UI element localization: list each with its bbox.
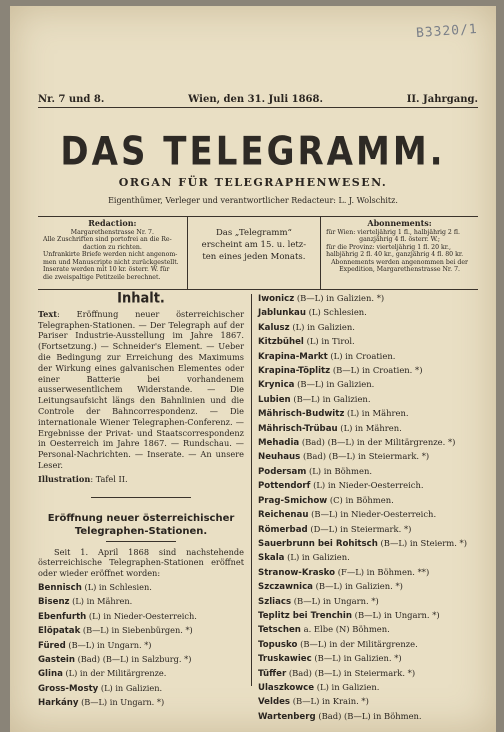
station-name: Krynica — [258, 380, 295, 391]
redaction-line: men und Manuscripte nicht zurückgestellt. — [43, 258, 179, 266]
station-entry — [258, 350, 488, 364]
station-entry — [258, 364, 488, 378]
abonnements-line: Abonnements werden angenommen bei der — [331, 258, 469, 266]
station-name: Tetschen — [258, 625, 301, 636]
station-entry — [258, 494, 488, 508]
station-entry — [38, 639, 244, 653]
station-detail: (B—L) in Steierm. *) — [380, 537, 467, 548]
station-name: Tüffer — [258, 668, 287, 679]
redaction-box — [38, 217, 188, 289]
station-name: Römerbad — [258, 524, 308, 535]
station-name: Gastein — [38, 654, 75, 665]
station-detail: (B—L) in Nieder-Oesterreich. — [311, 509, 437, 520]
station-detail: (Bad) (B—L) in Salzburg. *) — [77, 653, 192, 664]
station-name: Reichenau — [258, 510, 309, 521]
illustration-text: : Tafel II. — [90, 473, 128, 484]
schedule-line: ten eines jeden Monats. — [202, 252, 306, 262]
station-name: Stranow-Krasko — [258, 567, 336, 578]
station-detail: (L) in Mähren. — [340, 422, 402, 433]
station-detail: (F—L) in Böhmen. **) — [337, 566, 430, 577]
masthead-subtitle: ORGAN FÜR TELEGRAPHENWESEN. — [118, 176, 388, 189]
station-detail: (Bad) (B—L) in der Militärgrenze. *) — [301, 437, 456, 448]
station-name: Mährisch-Budwitz — [258, 409, 345, 420]
station-name: Wartenberg — [258, 711, 316, 722]
station-entry — [258, 566, 488, 580]
station-entry — [258, 580, 488, 594]
station-entry — [38, 595, 244, 609]
station-entry — [258, 681, 488, 695]
station-entry — [38, 696, 244, 710]
station-detail: (C) in Böhmen. — [329, 494, 394, 505]
station-detail: (L) in Mähren. — [72, 596, 133, 607]
station-name: Teplitz bei Trenchin — [258, 610, 352, 621]
station-name: Neuhaus — [258, 452, 301, 463]
station-entry — [258, 407, 488, 421]
station-name: Ebenfurth — [38, 611, 87, 622]
station-name: Sauerbrunn bei Rohitsch — [258, 538, 378, 549]
station-entry — [258, 378, 488, 392]
station-entry — [38, 682, 244, 696]
station-detail: (B—L) in Galizien. — [297, 379, 375, 390]
station-list-right — [258, 292, 488, 724]
masthead-title: DAS TELEGRAMM. — [60, 129, 446, 175]
issue-header — [38, 94, 478, 105]
accession-mark: B3320/1 — [415, 21, 479, 42]
station-detail: (B—L) in Galizien. — [293, 393, 371, 404]
station-detail: (L) in Galizien. — [287, 552, 350, 563]
station-entry — [258, 465, 488, 479]
info-box — [38, 216, 478, 290]
station-detail: (L) in Galizien. — [100, 682, 163, 693]
station-entry — [258, 595, 488, 609]
station-entry — [258, 623, 488, 637]
issue-date: Wien, den 31. Juli 1868. — [188, 94, 323, 105]
station-detail: (B—L) in Ungarn. *) — [293, 595, 379, 606]
station-name: Bisenz — [38, 597, 70, 608]
right-column — [258, 292, 488, 724]
station-name: Szliacs — [258, 596, 292, 607]
station-name: Mehadia — [258, 438, 300, 449]
redaction-address: Margarethenstrasse Nr. 7. — [70, 228, 154, 236]
station-name: Harkány — [38, 698, 79, 709]
station-detail: (B—L) in Galizien. *) — [315, 581, 403, 592]
station-detail: (B—L) in Ungarn. *) — [68, 639, 152, 650]
station-entry — [258, 695, 488, 709]
station-detail: (Bad) (B—L) in Steiermark. *) — [302, 451, 430, 462]
station-name: Lubien — [258, 394, 291, 405]
toc-text: : Eröffnung neuer österreichischer Telegraphen-Stationen. — Der Telegraph auf der Pariser Industrie-Ausstellung im Jahre 1867. (Fortsetzung.) — Schneider's Element. — Ueber die Bedingung zur Erreichung des Maximums der Wirkung eines galvanischen Elementes oder einer Batterie bei vorhandenem ausserwesentlichem Widerstande. — Die Leitungsaufsicht längs den Bahnlinien und die Controle der Bahncorrespondenz. — Die internationale Wiener Telegraphen-Conferenz. — Ergebnisse der Privat- und Staatscorrespondenz in Oesterreich im Jahre 1867. — Rundschau. — Personal-Nachrichten. — Inserate. — An unsere Leser. — [38, 308, 244, 470]
station-name: Iwonicz — [258, 294, 295, 304]
station-detail: (L) in Mähren. — [347, 408, 409, 419]
redaction-line: die zweispaltige Petitzeile berechnet. — [43, 273, 161, 281]
station-name: Krapina-Markt — [258, 351, 328, 362]
inhalt-heading: Inhalt. — [117, 290, 165, 307]
station-name: Elöpatak — [38, 626, 81, 637]
section-divider — [91, 497, 191, 498]
station-name: Truskawiec — [258, 654, 312, 665]
table-of-contents — [38, 309, 244, 471]
redaction-line: Alle Zuschriften sind portofrei an die Re- — [43, 236, 172, 243]
station-detail: (L) Schlesien. — [308, 307, 367, 318]
station-detail: (L) in Nieder-Oesterreich. — [313, 480, 424, 491]
redaction-line: daction zu richten. — [82, 243, 142, 251]
station-detail: (B—L) in Krain. *) — [292, 696, 369, 707]
station-name: Szczawnica — [258, 582, 313, 593]
station-entry — [258, 523, 488, 537]
station-entry — [258, 306, 488, 320]
station-detail: (B—L) in Galizien. *) — [296, 293, 385, 303]
station-detail: (L) in Böhmen. — [308, 465, 373, 476]
station-name: Bennisch — [38, 582, 82, 593]
station-name: Gross-Mosty — [38, 683, 99, 694]
station-detail: (L) in Tirol. — [306, 336, 355, 347]
station-name: Prag-Smichow — [258, 495, 328, 506]
redaction-heading: Redaction: — [88, 218, 137, 228]
station-entry — [258, 450, 488, 464]
schedule-line: Das „Telegramm“ — [215, 228, 292, 238]
station-detail: (L) in Schlesien. — [84, 581, 152, 592]
station-detail: (B—L) in Siebenbürgen. *) — [82, 625, 193, 636]
station-name: Skala — [258, 553, 285, 564]
abonnements-line: für die Provinz: vierteljährig 1 fl. 20 kr., — [326, 243, 451, 251]
article-intro: Seit 1. April 1868 sind nachstehende österreichische Telegraphen-Stationen eröffnet oder wieder eröffnet worden: — [38, 546, 244, 579]
station-name: Kalusz — [258, 322, 290, 333]
abonnements-heading: Abonnements: — [367, 218, 432, 228]
station-entry — [258, 710, 488, 724]
owner-line: Eigenthümer, Verleger und verantwortlicher Redacteur: L. J. Wolschitz. — [108, 196, 398, 205]
station-detail: (B—L) in Ungarn. *) — [354, 609, 440, 620]
station-name: Topusko — [258, 639, 298, 650]
station-entry — [38, 581, 244, 595]
illustration-label: Illustration — [38, 473, 91, 484]
schedule-line: erscheint am 15. u. letz- — [201, 240, 307, 250]
abonnements-line: für Wien: vierteljährig 1 fl., halbjährig 2 fl. — [326, 228, 460, 236]
abonnements-line: ganzjährig 4 fl. österr. W.; — [359, 236, 440, 243]
station-detail: (L) in Galizien. — [316, 681, 380, 692]
station-detail: (L) in Galizien. — [292, 321, 355, 332]
station-name: Füred — [38, 640, 66, 651]
station-entry — [38, 610, 244, 624]
station-entry — [258, 335, 488, 349]
abonnements-box — [321, 217, 478, 289]
station-detail: (L) in Croatien. — [330, 350, 396, 361]
station-entry — [258, 609, 488, 623]
volume-year: II. Jahrgang. — [406, 94, 478, 105]
article-heading — [38, 512, 244, 538]
article-rule — [106, 541, 176, 542]
station-entry — [258, 321, 488, 335]
station-detail: (B—L) in Galizien. *) — [314, 653, 402, 664]
station-detail: (Bad) (B—L) in Steiermark. *) — [288, 667, 416, 678]
abonnements-line: Expedition, Margarethenstrasse Nr. 7. — [339, 266, 460, 273]
station-entry — [258, 652, 488, 666]
station-name: Ulaszkowce — [258, 682, 315, 693]
column-divider — [251, 294, 252, 686]
station-detail: (Bad) (B—L) in Böhmen. — [318, 710, 422, 721]
station-entry — [258, 393, 488, 407]
redaction-line: Inserate werden mit 10 kr. österr. W. für — [43, 266, 170, 273]
station-name: Mährisch-Trübau — [258, 423, 338, 434]
station-entry — [38, 653, 244, 667]
article-heading-line: Telegraphen-Stationen. — [74, 525, 208, 537]
newspaper-page — [10, 6, 496, 732]
station-name: Kitzbühel — [258, 337, 304, 348]
station-detail: (B—L) in Croatien. *) — [332, 365, 423, 376]
station-entry — [38, 624, 244, 638]
left-column — [38, 290, 244, 711]
station-entry — [258, 479, 488, 493]
station-name: Krapina-Töplitz — [258, 366, 331, 377]
header-rule — [38, 107, 478, 108]
station-name: Jablunkau — [258, 308, 306, 319]
issue-number: Nr. 7 und 8. — [38, 94, 105, 105]
station-name: Glina — [38, 669, 63, 680]
abonnements-line: halbjährig 2 fl. 40 kr., ganzjährig 4 fl. 80 kr. — [326, 251, 464, 258]
illustration-note — [38, 474, 244, 485]
station-detail: (L) in Nieder-Oesterreich. — [88, 610, 197, 621]
station-entry — [258, 551, 488, 565]
station-entry — [38, 667, 244, 681]
station-entry — [258, 292, 488, 306]
station-detail: (B—L) in Ungarn. *) — [81, 697, 165, 708]
schedule-box — [188, 217, 321, 289]
station-entry — [258, 638, 488, 652]
redaction-line: Unfrankirte Briefe werden nicht angenom- — [43, 251, 178, 258]
station-detail: (D—L) in Steiermark. *) — [310, 523, 412, 534]
toc-text-label: Text — [38, 308, 58, 319]
station-list-left — [38, 581, 244, 711]
station-entry — [258, 422, 488, 436]
station-entry — [258, 436, 488, 450]
station-name: Pottendorf — [258, 481, 311, 492]
station-entry — [258, 667, 488, 681]
station-detail: (B—L) in der Militärgrenze. — [300, 638, 418, 649]
station-name: Veldes — [258, 697, 291, 708]
station-detail: a. Elbe (N) Böhmen. — [303, 624, 390, 635]
station-detail: (L) in der Militärgrenze. — [65, 668, 167, 679]
station-name: Podersam — [258, 466, 307, 477]
station-entry — [258, 508, 488, 522]
station-entry — [258, 537, 488, 551]
article-heading-line: Eröffnung neuer österreichischer — [47, 512, 235, 524]
